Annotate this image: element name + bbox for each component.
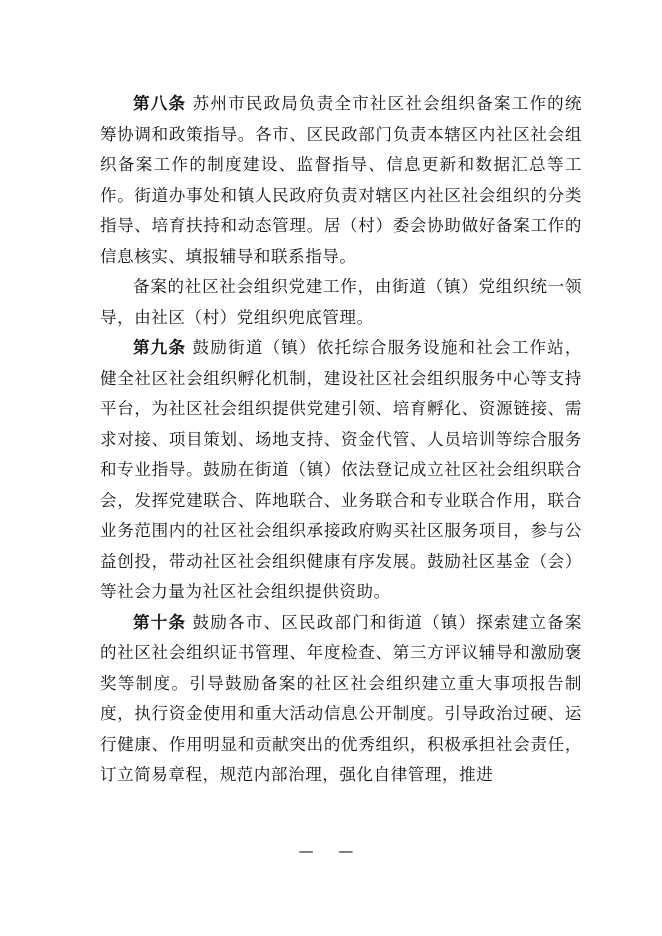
paragraph-article-10 <box>100 608 582 791</box>
paragraph-party-building <box>100 272 582 333</box>
article-heading: 第八条 <box>133 94 187 113</box>
paragraph-text: 苏州市民政局负责全市社区社会组织备案工作的统筹协调和政策指导。各市、区民政部门负责本辖区内社区社会组织备案工作的制度建设、监督指导、信息更新和数据汇总等工作。街道办事处和镇人民政府负责对辖区内社区社会组织的分类指导、培育扶持和动态管理。居（村）委会协助做好备案工作的信息核实、填报辅导和联系指导。 <box>100 94 582 266</box>
paragraph-text: 鼓励街道（镇）依托综合服务设施和社会工作站，健全社区社会组织孵化机制，建设社区社会组织服务中心等支持平台，为社区社会组织提供党建引领、培育孵化、资源链接、需求对接、项目策划、场地支持、资金代管、人员培训等综合服务和专业指导。鼓励在街道（镇）依法登记成立社区社会组织联合会，发挥党建联合、阵地联合、业务联合和专业联合作用，联合业务范围内的社区社会组织承接政府购买社区服务项目，参与公益创投，带动社区社会组织健康有序发展。鼓励社区基金（会）等社会力量为社区社会组织提供资助。 <box>100 338 582 601</box>
article-heading: 第十条 <box>133 612 187 632</box>
paragraph-text: 备案的社区社会组织党建工作，由街道（镇）党组织统一领导，由社区（村）党组织兜底管理。 <box>100 277 582 327</box>
paragraph-article-9 <box>100 333 582 608</box>
document-body <box>100 89 582 791</box>
paragraph-text: 鼓励各市、区民政部门和街道（镇）探索建立备案的社区社会组织证书管理、年度检查、第三方评议辅导和激励褒奖等制度。引导鼓励备案的社区社会组织建立重大事项报告制度，执行资金使用和重大活动信息公开制度。引导政治过硬、运行健康、作用明显和贡献突出的优秀组织，积极承担社会责任，订立简易章程，规范内部治理，强化自律管理，推进 <box>100 612 582 784</box>
page-footer: — — <box>298 842 364 860</box>
article-heading: 第九条 <box>133 338 187 357</box>
paragraph-article-8 <box>100 89 582 272</box>
